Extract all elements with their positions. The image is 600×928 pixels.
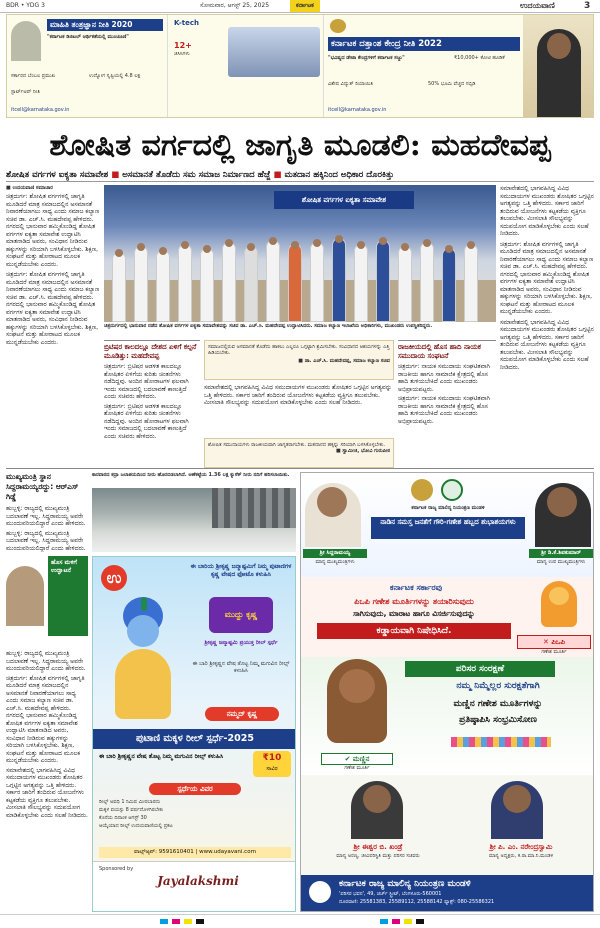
event-photo xyxy=(104,185,496,322)
contest-description: ಈ ಬಾರಿ ಶ್ರೀಕೃಷ್ಣನ ವೇಷ ತೊಟ್ಟ ನಿಮ್ಮ ಮಗುವಿನ ರೀಲ್ಸ್ ಕಳುಹಿಸಿ xyxy=(192,661,290,674)
edition-code: BDR • YDG 3 xyxy=(6,2,45,9)
prize-amount: ₹10 xyxy=(262,753,282,763)
cross-icon: ✕ xyxy=(543,638,552,646)
subhead-point: ಅಸಮಾನತೆ ತೊಡೆದು ಸಮ ಸಮಾಜ ನಿರ್ಮಾಣದ ಹೆಜ್ಜೆ xyxy=(122,170,271,180)
minister1-name: ಶ್ರೀ ಈಶ್ವರ ಬಿ. ಖಂಡ್ರೆ xyxy=(353,843,403,851)
kspcb-logo-icon xyxy=(441,479,463,501)
story-body: ಚಿತ್ರದುರ್ಗ: ನಾಯಕ ಸಮುದಾಯ ಸಂಘಟಿತವಾಗಿ ರಾಜಕೀಯ ಹಾಗೂ ಸಾಮಾಜಿಕ ಕ್ಷೇತ್ರದಲ್ಲಿ ಹೊಸ ಹಾದಿ ತುಳಿಯಬೇಕಿದೆ ಎಂದು ಮುಖಂಡರು ಅಭಿಪ್ರಾಯಪಟ್ಟರು. xyxy=(398,395,490,425)
issue-date: ಸೋಮವಾರ, ಆಗಸ್ಟ್ 25, 2025 xyxy=(200,2,270,9)
contest-prize-line: ಈ ಬಾರಿ ಶ್ರೀಕೃಷ್ಣನ ವೇಷ ತೊಟ್ಟ ನಿಮ್ಮ ಮಗುವಿನ ರೀಲ್ಸ್ ಕಳುಹಿಸಿ xyxy=(99,753,224,760)
clay-ganesha-illustration xyxy=(317,659,397,751)
it-policy-point: ಉದ್ಯೋಗ ಸೃಷ್ಟಿಯಲ್ಲಿ 4.8 ಲಕ್ಷ xyxy=(89,73,141,79)
store-opening-ad: ಹೊಸ ಮಳಿಗೆ ಉದ್ಘಾಟನೆ xyxy=(48,556,88,636)
dcm-title: ಮಾನ್ಯ ಉಪ ಮುಖ್ಯಮಂತ್ರಿಗಳು xyxy=(536,559,586,565)
dcm-face xyxy=(547,33,571,59)
data-center-policy-panel xyxy=(323,15,523,118)
check-icon: ✔ xyxy=(344,755,353,763)
env-title: ಪರಿಸರ ಸಂರಕ್ಷಣೆ xyxy=(405,661,555,677)
ktech-logo: K-tech xyxy=(174,19,199,27)
ganesha-festival-govt-ad xyxy=(300,472,594,912)
story-british-era xyxy=(104,340,200,463)
article-right-column xyxy=(500,185,594,463)
article-body: ಸಮಾವೇಶದಲ್ಲಿ ಭಾಗವಹಿಸಿದ್ದ ವಿವಿಧ ಸಮುದಾಯಗಳ ಮುಖಂಡರು ಶೋಷಿತರ ಒಗ್ಗಟ್ಟಿನ ಅಗತ್ಯವನ್ನು ಒತ್ತಿ ಹೇಳಿದರು. ಸರ್ಕಾರ ಜಾರಿಗೆ ತಂದಿರುವ ಯೋಜನೆಗಳು ಕಟ್ಟಕಡೆಯ ವ್ಯಕ್ತಿಗೂ ತಲುಪಬೇಕು. ಮೀಸಲಾತಿ ಸೌಲಭ್ಯವನ್ನು ಸದುಪಯೋಗ ಮಾಡಿಕೊಳ್ಳಬೇಕು ಎಂದು ಸಲಹೆ ನೀಡಿದರು. xyxy=(500,318,594,371)
cm-title: ಮಾನ್ಯ ಮುಖ್ಯಮಂತ್ರಿಗಳು xyxy=(315,559,355,565)
contest-contact-bar: ವಾಟ್ಸ್ಆ್ಯಪ್: 9591610401 | www.udayavani.com xyxy=(99,847,291,858)
clay-sub-label: ಗಣೇಶ ಮೂರ್ತಿ xyxy=(344,765,370,771)
udayavani-logo: ಉ xyxy=(101,565,127,591)
flower-decoration xyxy=(451,737,551,747)
pop-ganesha-illustration xyxy=(531,581,587,631)
kspcb-footer xyxy=(301,875,594,912)
it-policy-point: "ಕರ್ನಾಟಕ ಡಿಜಿಟಲ್ ಆರ್ಥಿಕತೆಯಲ್ಲಿ ಮುಂಚೂಣಿ" xyxy=(47,34,129,40)
pop-line: ಸಾಗಿಸುವುದು, ಮಾರಾಟ ಹಾಗೂ ವಿಸರ್ಜಿಸುವುದನ್ನು xyxy=(353,609,475,618)
quote-box xyxy=(204,340,394,380)
krishna-child-illustration xyxy=(101,597,187,727)
sponsor-panel xyxy=(93,861,296,912)
dcm-portrait-panel xyxy=(523,15,594,118)
clay-label: ಮಣ್ಣಿನ xyxy=(352,755,370,763)
quote-box xyxy=(204,438,394,468)
contest-intro: ಈ ಬಾರಿಯ ಶ್ರೀಕೃಷ್ಣ ಜನ್ಮಾಷ್ಟಮಿಗೆ ನಿಮ್ಮ ಪುಟಾಣಿಗಳ ಕೃಷ್ಣ ವೇಷದ ಫೋಟೊ ಕಳುಹಿಸಿ xyxy=(190,563,292,578)
greeting-section xyxy=(301,473,594,577)
rules-list xyxy=(99,799,291,829)
data-center-graphic xyxy=(228,27,320,77)
pop-label: ಪಿಒಪಿ xyxy=(551,638,565,646)
krishna-reel-contest-ad xyxy=(92,556,296,912)
rule-item: ಆಯ್ಕೆಯಾದ ರೀಲ್ಸ್ ಉದಯವಾಣಿಯಲ್ಲಿ ಪ್ರಕಟ xyxy=(99,823,173,829)
story-body: ಚಿತ್ರದುರ್ಗ: ನಾಯಕ ಸಮುದಾಯ ಸಂಘಟಿತವಾಗಿ ರಾಜಕೀಯ ಹಾಗೂ ಸಾಮಾಜಿಕ ಕ್ಷೇತ್ರದಲ್ಲಿ ಹೊಸ ಹಾದಿ ತುಳಿಯಬೇಕಿದೆ ಎಂದು ಮುಖಂಡರು ಅಭಿಪ್ರಾಯಪಟ್ಟರು. xyxy=(398,363,490,393)
dc-policy-email[interactable]: itcell@karnataka.gov.in xyxy=(328,107,387,113)
story-body: ಚಿತ್ರದುರ್ಗ: ಬ್ರಿಟಿಷರ ಆಡಳಿತ ಕಾಲದಲ್ಲೂ ಶೋಷಿತರ ಏಳಿಗೆಯ ಕುರಿತು ಚಿಂತನೆಗಳು ನಡೆದಿದ್ದವು. ಅಂದಿನ ಹೋರಾಟಗಳ ಫಲವಾಗಿ ಇಂದು ಸಮಾಜದಲ್ಲಿ ಬದಲಾವಣೆ ಕಾಣುತ್ತಿದೆ ಎಂದು ಸಚಿವರು ಹೇಳಿದರು. xyxy=(104,363,189,400)
subhead-point: ಶೋಷಿತ ವರ್ಗಗಳ ಐಕ್ಯತಾ ಸಮಾವೇಶ xyxy=(6,170,109,180)
karnataka-emblem-icon xyxy=(411,479,433,501)
story-cm-post xyxy=(6,472,88,912)
article-left-column xyxy=(6,185,102,463)
clay-badge xyxy=(321,753,393,765)
gcc-count: 12+ xyxy=(174,41,192,50)
minister2-title: ಮಾನ್ಯ ಅಧ್ಯಕ್ಷರು, ಕ.ರಾ.ಮಾ.ನಿ.ಮಂಡಳಿ xyxy=(488,853,554,859)
section-divider xyxy=(6,468,594,469)
story-nayaka-community xyxy=(398,340,496,463)
pop-sub-label: ಗಣೇಶ ಮೂರ್ತಿ xyxy=(541,649,567,655)
kspcb-footer-logo-icon xyxy=(309,881,331,903)
rule-item: ಮಕ್ಕಳ ವಯಸ್ಸು 8 ವರ್ಷದೊಳಗಿರಬೇಕು xyxy=(99,807,164,813)
sub-headline: ಶೋಷಿತ ವರ್ಗಗಳ ಐಕ್ಯತಾ ಸಮಾವೇಶ ■ ಅಸಮಾನತೆ ತೊಡೆದು ಸಮ ಸಮಾಜ ನಿರ್ಮಾಣದ ಹೆಜ್ಜೆ ■ ಮತದಾನ ಹಕ್ಕಿನಿಂದ ಅಧಿಕಾರ ದೊರಕಿತ್ತು xyxy=(6,168,594,182)
print-registration-strip xyxy=(0,914,600,928)
it-policy-email[interactable]: itcell@karnataka.gov.in xyxy=(11,107,70,113)
it-policy-panel xyxy=(7,15,167,118)
pop-line: ಪಿಒಪಿ ಗಣೇಶ ಮೂರ್ತಿಗಳನ್ನು ತಯಾರಿಸುವುದು xyxy=(354,597,474,606)
dept-name: ಕರ್ನಾಟಕ ರಾಜ್ಯ ಮಾಲಿನ್ಯ ನಿಯಂತ್ರಣ ಮಂಡಳಿ xyxy=(411,505,485,511)
story-body: ಚಿತ್ರದುರ್ಗ: ಶೋಷಿತ ವರ್ಗಗಳಲ್ಲಿ ಜಾಗೃತಿ ಮೂಡಿದರೆ ಮಾತ್ರ ಸಮಾಜದಲ್ಲಿನ ಅಸಮಾನತೆ ನಿವಾರಣೆಯಾಗಲು ಸಾಧ್ಯ ಎಂದು ಸಮಾಜ ಕಲ್ಯಾಣ ಸಚಿವ ಡಾ. ಎಚ್.ಸಿ. ಮಹದೇವಪ್ಪ ಹೇಳಿದರು. ನಗರದಲ್ಲಿ ಭಾನುವಾರ ಹಮ್ಮಿಕೊಂಡಿದ್ದ ಶೋಷಿತ ವರ್ಗಗಳ ಐಕ್ಯತಾ ಸಮಾವೇಶ ಉದ್ಘಾಟಿಸಿ ಮಾತನಾಡಿದ ಅವರು, ಸಂವಿಧಾನ ನೀಡಿರುವ ಹಕ್ಕುಗಳನ್ನು ಸರಿಯಾಗಿ ಬಳಸಿಕೊಳ್ಳಬೇಕು. ಶಿಕ್ಷಣ, ಸಂಘಟನೆ ಮತ್ತು ಹೋರಾಟದ ಮೂಲಕ ಮುನ್ನಡೆಯಬೇಕು ಎಂದರು. xyxy=(6,674,85,764)
sponsor-logo: Jayalakshmi xyxy=(157,874,239,888)
footer-phone: ದೂರವಾಣಿ: 25581383, 25589112, 25588142 ಫ್ಯಾಕ್ಸ್: 080-25586321 xyxy=(339,899,495,905)
rule-item: ರೀಲ್ಸ್ ಅವಧಿ 1 ನಿಮಿಷ ಮೀರಬಾರದು xyxy=(99,799,161,805)
dam-photo xyxy=(92,488,296,552)
article-body: ಸಮಾವೇಶದಲ್ಲಿ ಭಾಗವಹಿಸಿದ್ದ ವಿವಿಧ ಸಮುದಾಯಗಳ ಮುಖಂಡರು ಶೋಷಿತರ ಒಗ್ಗಟ್ಟಿನ ಅಗತ್ಯವನ್ನು ಒತ್ತಿ ಹೇಳಿದರು. ಸರ್ಕಾರ ಜಾರಿಗೆ ತಂದಿರುವ ಯೋಜನೆಗಳು ಕಟ್ಟಕಡೆಯ ವ್ಯಕ್ತಿಗೂ ತಲುಪಬೇಕು. ಮೀಸಲಾತಿ ಸೌಲಭ್ಯವನ್ನು ಸದುಪಯೋಗ ಮಾಡಿಕೊಳ್ಳಬೇಕು ಎಂದು ಸಲಹೆ ನೀಡಿದರು. xyxy=(500,185,594,237)
rules-title: ಸ್ಪರ್ಧೆಯ ವಿವರ xyxy=(149,783,241,795)
page-header-strip xyxy=(0,0,600,13)
story-body: ಸಮಾವೇಶದಲ್ಲಿ ಭಾಗವಹಿಸಿದ್ದ ವಿವಿಧ ಸಮುದಾಯಗಳ ಮುಖಂಡರು ಶೋಷಿತರ ಒಗ್ಗಟ್ಟಿನ ಅಗತ್ಯವನ್ನು ಒತ್ತಿ ಹೇಳಿದರು. ಸರ್ಕಾರ ಜಾರಿಗೆ ತಂದಿರುವ ಯೋಜನೆಗಳು ಕಟ್ಟಕಡೆಯ ವ್ಯಕ್ತಿಗೂ ತಲುಪಬೇಕು. ಮೀಸಲಾತಿ ಸೌಲಭ್ಯವನ್ನು ಸದುಪಯೋಗ ಮಾಡಿಕೊಳ್ಳಬೇಕು ಎಂದು ಸಲಹೆ ನೀಡಿದರು. xyxy=(6,766,88,819)
main-headline: ಶೋಷಿತ ವರ್ಗದಲ್ಲಿ ಜಾಗೃತಿ ಮೂಡಲಿ: ಮಹದೇವಪ್ಪ xyxy=(49,128,551,163)
gcc-label: ಜಿಸಿಸಿಗಳು xyxy=(174,51,190,57)
story-body: ಹುಬ್ಬಳ್ಳಿ: ರಾಜ್ಯದಲ್ಲಿ ಮುಖ್ಯಮಂತ್ರಿ ಬದಲಾವಣೆ ಇಲ್ಲ. ಸಿದ್ದರಾಮಯ್ಯ ಅವರೇ ಮುಂದುವರಿಯಲಿದ್ದಾರೆ ಎಂದು ಹೇಳಿದರು. xyxy=(6,529,86,552)
pop-badge xyxy=(517,635,591,649)
quote-text: ಶೋಷಿತ ಸಮುದಾಯಗಳು ರಾಜಕೀಯವಾಗಿ ಜಾಗೃತರಾಗಬೇಕು. ಮತದಾನದ ಹಕ್ಕನ್ನು ಸರಿಯಾಗಿ ಬಳಸಿಕೊಳ್ಳಬೇಕು. xyxy=(208,442,386,448)
ministers-section xyxy=(301,775,594,875)
dc-policy-point: 50% ಭೂಮಿ ವೆಚ್ಚದ ಸಬ್ಸಿಡಿ xyxy=(428,81,476,87)
website-link[interactable]: www.udayavani.com xyxy=(199,849,256,855)
clay-ganesha-section xyxy=(301,657,594,775)
contest-description: ಶ್ರೀಕೃಷ್ಣ ಜನ್ಮಾಷ್ಟಮಿ ಪ್ರಯುಕ್ತ ರೀಲ್ ಸ್ಪರ್ಧೆ xyxy=(204,640,278,646)
ban-notice: ಕಡ್ಡಾಯವಾಗಿ ನಿಷೇಧಿಸಿದೆ. xyxy=(317,623,511,639)
festival-greeting: ನಾಡಿನ ಸಮಸ್ತ ಜನತೆಗೆ ಗೌರಿ-ಗಣೇಶ ಹಬ್ಬದ ಶುಭಾಶಯಗಳು xyxy=(371,517,525,539)
dcm-face xyxy=(547,487,577,517)
story-body: ಚಿತ್ರದುರ್ಗ: ಬ್ರಿಟಿಷರ ಆಡಳಿತ ಕಾಲದಲ್ಲೂ ಶೋಷಿತರ ಏಳಿಗೆಯ ಕುರಿತು ಚಿಂತನೆಗಳು ನಡೆದಿದ್ದವು. ಅಂದಿನ ಹೋರಾಟಗಳ ಫಲವಾಗಿ ಇಂದು ಸಮಾಜದಲ್ಲಿ ಬದಲಾವಣೆ ಕಾಣುತ್ತಿದೆ ಎಂದು ಸಚಿವರು ಹೇಳಿದರು. xyxy=(104,402,189,440)
ad-portrait xyxy=(6,566,44,626)
page-number: 3 xyxy=(584,1,591,11)
sponsor-label: Sponsored by xyxy=(99,866,134,872)
minister1-title: ಮಾನ್ಯ ಅರಣ್ಯ, ಜೀವಿಪರಿಸ್ಥಿತಿ ಮತ್ತು ಪರಿಸರ ಸಚಿವರು xyxy=(336,853,420,859)
clay-line: ಪ್ರತಿಷ್ಠಾಪಿಸಿ ಸಂಭ್ರಮಿಸೋಣ xyxy=(459,715,537,725)
story-title: ಬ್ರಿಟಿಷರ ಕಾಲದಲ್ಲೂ ದೇಶದ ಏಳಿಗೆ ಕಲ್ಪನೆ ಮೂಡಿತ್ತು: ಮಹದೇವಪ್ಪ xyxy=(104,343,197,360)
ktech-panel xyxy=(167,15,323,118)
section-label: ಕರ್ನಾಟಕ xyxy=(290,0,320,12)
footer-address: 'ಪರಿಸರ ಭವನ', 49, ಚರ್ಚ್ ಸ್ಟ್ರೀಟ್, ಬೆಂಗಳೂರು-560001 xyxy=(339,891,442,897)
dc-policy-point: ₹10,000+ ಕೋಟಿ ಹೂಡಿಕೆ xyxy=(454,55,505,61)
prize-unit: ಸಾವಿರ xyxy=(266,766,278,772)
article-body: ಸಮಾವೇಶದಲ್ಲಿ ಭಾಗವಹಿಸಿದ್ದ ವಿವಿಧ ಸಮುದಾಯಗಳ ಮುಖಂಡರು ಶೋಷಿತರ ಒಗ್ಗಟ್ಟಿನ ಅಗತ್ಯವನ್ನು ಒತ್ತಿ ಹೇಳಿದರು. ಸರ್ಕಾರ ಜಾರಿಗೆ ತಂದಿರುವ ಯೋಜನೆಗಳು ಕಟ್ಟಕಡೆಯ ವ್ಯಕ್ತಿಗೂ ತಲುಪಬೇಕು. ಮೀಸಲಾತಿ ಸೌಲಭ್ಯವನ್ನು ಸದುಪಯೋಗ ಮಾಡಿಕೊಳ್ಳಬೇಕು ಎಂದು ಸಲಹೆ ನೀಡಿದರು. xyxy=(204,384,392,406)
minister2-name: ಶ್ರೀ ಪಿ. ಎಂ. ನರೇಂದ್ರಸ್ವಾಮಿ xyxy=(489,843,553,851)
story-body: ಹುಬ್ಬಳ್ಳಿ: ರಾಜ್ಯದಲ್ಲಿ ಮುಖ್ಯಮಂತ್ರಿ ಬದಲಾವಣೆ ಇಲ್ಲ. ಸಿದ್ದರಾಮಯ್ಯ ಅವರೇ ಮುಂದುವರಿಯಲಿದ್ದಾರೆ ಎಂದು ಹೇಳಿದರು. xyxy=(6,505,86,527)
rule-item: ಕೊನೆಯ ದಿನಾಂಕ ಆಗಸ್ಟ್ 30 xyxy=(99,815,147,821)
event-stage-banner: ಶೋಷಿತ ವರ್ಗಗಳ ಐಕ್ಯತಾ ಸಮಾವೇಶ xyxy=(274,191,414,209)
story-body: ಹುಬ್ಬಳ್ಳಿ: ರಾಜ್ಯದಲ್ಲಿ ಮುಖ್ಯಮಂತ್ರಿ ಬದಲಾವಣೆ ಇಲ್ಲ. ಸಿದ್ದರಾಮಯ್ಯ ಅವರೇ ಮುಂದುವರಿಯಲಿದ್ದಾರೆ ಎಂದು ಹೇಳಿದರು. xyxy=(6,650,86,672)
article-body: ಚಿತ್ರದುರ್ಗ: ಶೋಷಿತ ವರ್ಗಗಳಲ್ಲಿ ಜಾಗೃತಿ ಮೂಡಿದರೆ ಮಾತ್ರ ಸಮಾಜದಲ್ಲಿನ ಅಸಮಾನತೆ ನಿವಾರಣೆಯಾಗಲು ಸಾಧ್ಯ ಎಂದು ಸಮಾಜ ಕಲ್ಯಾಣ ಸಚಿವ ಡಾ. ಎಚ್.ಸಿ. ಮಹದೇವಪ್ಪ ಹೇಳಿದರು. ನಗರದಲ್ಲಿ ಭಾನುವಾರ ಹಮ್ಮಿಕೊಂಡಿದ್ದ ಶೋಷಿತ ವರ್ಗಗಳ ಐಕ್ಯತಾ ಸಮಾವೇಶ ಉದ್ಘಾಟಿಸಿ ಮಾತನಾಡಿದ ಅವರು, ಸಂವಿಧಾನ ನೀಡಿರುವ ಹಕ್ಕುಗಳನ್ನು ಸರಿಯಾಗಿ ಬಳಸಿಕೊಳ್ಳಬೇಕು. ಶಿಕ್ಷಣ, ಸಂಘಟನೆ ಮತ್ತು ಹೋರಾಟದ ಮೂಲಕ ಮುನ್ನಡೆಯಬೇಕು ಎಂದರು. xyxy=(6,271,100,346)
pop-ban-section xyxy=(301,577,594,657)
govt-emblem-icon xyxy=(330,19,346,33)
clay-line: ಮಣ್ಣಿನ ಗಣೇಶ ಮೂರ್ತಿಗಳನ್ನು xyxy=(453,699,543,709)
minister1-face xyxy=(363,785,391,813)
contest-subtitle: ನಮ್ಮದ್ ಕೃಷ್ಣ xyxy=(205,707,279,721)
whatsapp-number[interactable]: ವಾಟ್ಸ್ಆ್ಯಪ್: 9591610401 xyxy=(134,849,194,855)
govt-label: ಕರ್ನಾಟಕ ಸರ್ಕಾರವು xyxy=(389,583,443,592)
muddu-krishna-badge: ಮುದ್ದು ಕೃಷ್ಣ xyxy=(209,597,273,633)
photo-caption: ಚಿತ್ರದುರ್ಗದಲ್ಲಿ ಭಾನುವಾರ ನಡೆದ ಶೋಷಿತ ವರ್ಗಗಳ ಐಕ್ಯತಾ ಸಮಾವೇಶವನ್ನು ಸಚಿವ ಡಾ. ಎಚ್.ಸಿ. ಮಹದೇವಪ್ಪ ಉದ್ಘಾಟಿಸಿದರು. ಸಮಾಜ ಕಲ್ಯಾಣ ಇಲಾಖೆಯ ಅಧಿಕಾರಿಗಳು, ಮುಖಂಡರು ಉಪಸ್ಥಿತರಿದ್ದರು. xyxy=(104,323,433,329)
dc-policy-point: "ಭವಿಷ್ಯದ ಡೇಟಾ ಕೇಂದ್ರಗಳಿಗೆ ಕರ್ನಾಟಕ ಸಜ್ಜು" xyxy=(328,55,405,61)
cm-portrait xyxy=(11,21,41,61)
quote-attribution: ■ ಡಾ. ಎಚ್.ಸಿ. ಮಹದೇವಪ್ಪ, ಸಮಾಜ ಕಲ್ಯಾಣ ಸಚಿವ xyxy=(298,358,390,364)
article-middle-text xyxy=(204,384,394,436)
dam-photo-caption: ಕಾರವಾರದ ಕದ್ರಾ ಜಲಾಶಯದಿಂದ ನೀರು ಹೊರಬಿಡಲಾಗಿದೆ. ಅಣೆಕಟ್ಟೆಯ 1.36 ಲಕ್ಷ ಕ್ಯುಸೆಕ್ ನೀರು ನದಿಗೆ ಹರಿಸಲಾಯಿತು. xyxy=(92,472,290,478)
quote-text: ಸಮಾಜದಲ್ಲಿರುವ ಅಸಮಾನತೆ ತೊಡೆದು ಹಾಕಲು ಎಲ್ಲರೂ ಒಗ್ಗಟ್ಟಾಗಿ ಶ್ರಮಿಸಬೇಕು. ಸಂವಿಧಾನದ ಆಶಯಗಳನ್ನು ಎತ್ತಿ ಹಿಡಿಯಬೇಕು. xyxy=(208,344,390,356)
cm-face xyxy=(317,487,347,517)
cm-name: ಶ್ರೀ ಸಿದ್ದರಾಮಯ್ಯ xyxy=(303,549,367,558)
paper-name: ಉದಯವಾಣಿ xyxy=(520,1,555,10)
subhead-point: ಮತದಾನ ಹಕ್ಕಿನಿಂದ ಅಧಿಕಾರ ದೊರಕಿತ್ತು xyxy=(284,170,394,180)
it-policy-title: ಮಾಹಿತಿ ತಂತ್ರಜ್ಞಾನ ನೀತಿ 2020 xyxy=(47,19,163,31)
contest-title: ಪುಟಾಣಿ ಮಕ್ಕಳ ರೀಲ್ ಸ್ಪರ್ಧೆ-2025 xyxy=(93,729,296,749)
it-policy-advertisement xyxy=(6,14,594,118)
story-title: ರಾಜಕೀಯದಲ್ಲಿ ಹೊಸ ಹಾದಿ ನಾಯಕ ಸಮುದಾಯ ಸಂಘಟನೆ xyxy=(398,343,481,360)
prize-badge xyxy=(253,751,291,777)
dcm-name: ಶ್ರೀ ಡಿ.ಕೆ.ಶಿವಕುಮಾರ್ xyxy=(529,549,593,558)
article-body: ಚಿತ್ರದುರ್ಗ: ಶೋಷಿತ ವರ್ಗಗಳಲ್ಲಿ ಜಾಗೃತಿ ಮೂಡಿದರೆ ಮಾತ್ರ ಸಮಾಜದಲ್ಲಿನ ಅಸಮಾನತೆ ನಿವಾರಣೆಯಾಗಲು ಸಾಧ್ಯ ಎಂದು ಸಮಾಜ ಕಲ್ಯಾಣ ಸಚಿವ ಡಾ. ಎಚ್.ಸಿ. ಮಹದೇವಪ್ಪ ಹೇಳಿದರು. ನಗರದಲ್ಲಿ ಭಾನುವಾರ ಹಮ್ಮಿಕೊಂಡಿದ್ದ ಶೋಷಿತ ವರ್ಗಗಳ ಐಕ್ಯತಾ ಸಮಾವೇಶ ಉದ್ಘಾಟಿಸಿ ಮಾತನಾಡಿದ ಅವರು, ಸಂವಿಧಾನ ನೀಡಿರುವ ಹಕ್ಕುಗಳನ್ನು ಸರಿಯಾಗಿ ಬಳಸಿಕೊಳ್ಳಬೇಕು. ಶಿಕ್ಷಣ, ಸಂಘಟನೆ ಮತ್ತು ಹೋರಾಟದ ಮೂಲಕ ಮುನ್ನಡೆಯಬೇಕು ಎಂದರು. xyxy=(500,240,594,315)
env-subtitle: ನಮ್ಮ ನಿಮ್ಮೆಲ್ಲರ ಸುರಕ್ಷತೆಗಾಗಿ xyxy=(456,681,540,691)
quote-attribution: ■ ಸ್ವಾಮೀಜಿ, ಭೋವಿ ಗುರುಪೀಠ xyxy=(335,448,390,454)
it-policy-point: ಸರ್ಕಾರದ ಬೆಂಬಲ ಪ್ರಮುಖ xyxy=(11,73,56,79)
footer-title: ಕರ್ನಾಟಕ ರಾಜ್ಯ ಮಾಲಿನ್ಯ ನಿಯಂತ್ರಣ ಮಂಡಳಿ xyxy=(339,879,471,889)
it-policy-point: ಸ್ಟಾರ್ಟ್‌ಅಪ್ ನೀತಿ xyxy=(11,89,40,95)
dc-policy-point: ವಿಶೇಷ ವಿದ್ಯುತ್ ರಿಯಾಯಿತಿ xyxy=(328,81,373,87)
minister2-face xyxy=(503,785,531,813)
byline: ■ ಉದಯವಾಣಿ ಸಮಾಚಾರ xyxy=(6,185,53,191)
data-center-policy-title: ಕರ್ನಾಟಕ ದತ್ತಾಂಶ ಕೇಂದ್ರ ನೀತಿ 2022 xyxy=(328,37,520,51)
dam-gates xyxy=(212,488,296,528)
story-title: ಮುಖ್ಯಮಂತ್ರಿ ಸ್ಥಾನ ಸಿದ್ದರಾಮಯ್ಯರದ್ದು: ಆರ್‌ಎಸ್ ಗಿಡ್ಡೆ xyxy=(6,472,79,501)
article-body: ಚಿತ್ರದುರ್ಗ: ಶೋಷಿತ ವರ್ಗಗಳಲ್ಲಿ ಜಾಗೃತಿ ಮೂಡಿದರೆ ಮಾತ್ರ ಸಮಾಜದಲ್ಲಿನ ಅಸಮಾನತೆ ನಿವಾರಣೆಯಾಗಲು ಸಾಧ್ಯ ಎಂದು ಸಮಾಜ ಕಲ್ಯಾಣ ಸಚಿವ ಡಾ. ಎಚ್.ಸಿ. ಮಹದೇವಪ್ಪ ಹೇಳಿದರು. ನಗರದಲ್ಲಿ ಭಾನುವಾರ ಹಮ್ಮಿಕೊಂಡಿದ್ದ ಶೋಷಿತ ವರ್ಗಗಳ ಐಕ್ಯತಾ ಸಮಾವೇಶ ಉದ್ಘಾಟಿಸಿ ಮಾತನಾಡಿದ ಅವರು, ಸಂವಿಧಾನ ನೀಡಿರುವ ಹಕ್ಕುಗಳನ್ನು ಸರಿಯಾಗಿ ಬಳಸಿಕೊಳ್ಳಬೇಕು. ಶಿಕ್ಷಣ, ಸಂಘಟನೆ ಮತ್ತು ಹೋರಾಟದ ಮೂಲಕ ಮುನ್ನಡೆಯಬೇಕು ಎಂದರು. xyxy=(6,193,100,268)
